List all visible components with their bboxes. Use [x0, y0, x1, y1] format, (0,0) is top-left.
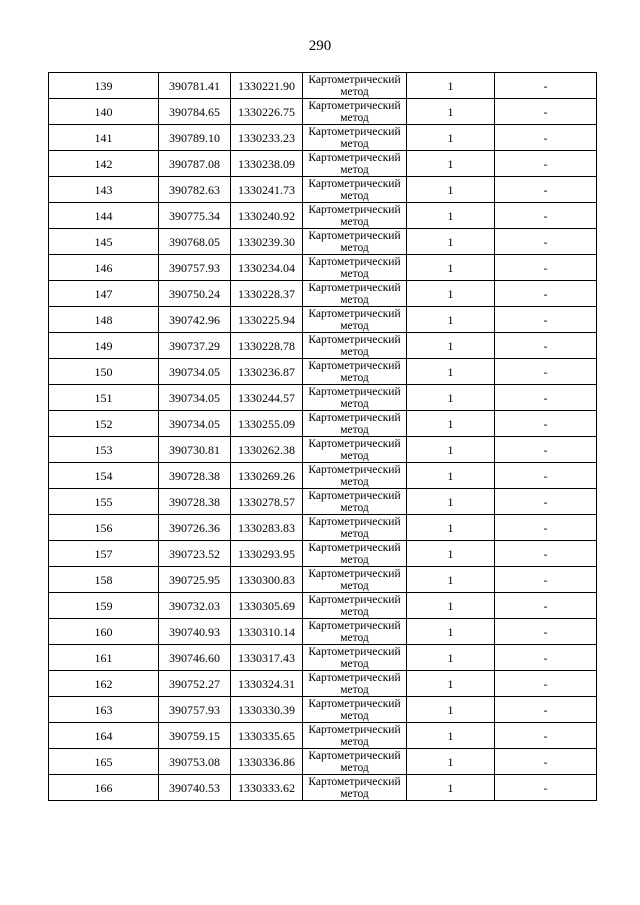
x-coordinate-cell: 390740.53: [159, 775, 231, 801]
note-cell: -: [495, 749, 597, 775]
point-number-cell: 148: [49, 307, 159, 333]
x-coordinate-cell: 390723.52: [159, 541, 231, 567]
x-coordinate-cell: 390728.38: [159, 489, 231, 515]
x-coordinate-cell: 390746.60: [159, 645, 231, 671]
y-coordinate-cell: 1330278.57: [231, 489, 303, 515]
x-coordinate-cell: 390757.93: [159, 255, 231, 281]
point-number-cell: 158: [49, 567, 159, 593]
table-row: [49, 229, 597, 255]
method-line2: метод: [340, 163, 369, 176]
method-line1: Картометрический: [308, 437, 401, 450]
y-coordinate-cell: 1330226.75: [231, 99, 303, 125]
note-cell: -: [495, 73, 597, 99]
accuracy-cell: 1: [407, 697, 495, 723]
point-number-cell: 145: [49, 229, 159, 255]
note-cell: -: [495, 515, 597, 541]
table-row: [49, 515, 597, 541]
x-coordinate-cell: 390742.96: [159, 307, 231, 333]
point-number-cell: 141: [49, 125, 159, 151]
table-row: [49, 619, 597, 645]
point-number-cell: 149: [49, 333, 159, 359]
table-row: [49, 151, 597, 177]
table-row: [49, 437, 597, 463]
y-coordinate-cell: 1330233.23: [231, 125, 303, 151]
x-coordinate-cell: 390726.36: [159, 515, 231, 541]
y-coordinate-cell: 1330333.62: [231, 775, 303, 801]
table-row: [49, 463, 597, 489]
method-cell: [303, 671, 407, 697]
method-line2: метод: [340, 397, 369, 410]
method-cell: [303, 645, 407, 671]
accuracy-cell: 1: [407, 489, 495, 515]
method-line2: метод: [340, 709, 369, 722]
y-coordinate-cell: 1330293.95: [231, 541, 303, 567]
note-cell: -: [495, 125, 597, 151]
x-coordinate-cell: 390728.38: [159, 463, 231, 489]
x-coordinate-cell: 390782.63: [159, 177, 231, 203]
coordinates-table: [48, 72, 597, 801]
x-coordinate-cell: 390730.81: [159, 437, 231, 463]
point-number-cell: 142: [49, 151, 159, 177]
accuracy-cell: 1: [407, 385, 495, 411]
table-row: [49, 177, 597, 203]
method-cell: [303, 281, 407, 307]
note-cell: -: [495, 333, 597, 359]
method-cell: [303, 437, 407, 463]
table-row: [49, 359, 597, 385]
method-cell: [303, 697, 407, 723]
method-line1: Картометрический: [308, 775, 401, 788]
y-coordinate-cell: 1330225.94: [231, 307, 303, 333]
method-line1: Картометрический: [308, 255, 401, 268]
x-coordinate-cell: 390750.24: [159, 281, 231, 307]
method-line1: Картометрический: [308, 359, 401, 372]
point-number-cell: 152: [49, 411, 159, 437]
method-line2: метод: [340, 137, 369, 150]
x-coordinate-cell: 390759.15: [159, 723, 231, 749]
table-row: [49, 775, 597, 801]
method-cell: [303, 489, 407, 515]
note-cell: -: [495, 697, 597, 723]
point-number-cell: 140: [49, 99, 159, 125]
accuracy-cell: 1: [407, 619, 495, 645]
method-cell: [303, 203, 407, 229]
y-coordinate-cell: 1330262.38: [231, 437, 303, 463]
method-line1: Картометрический: [308, 177, 401, 190]
point-number-cell: 160: [49, 619, 159, 645]
y-coordinate-cell: 1330305.69: [231, 593, 303, 619]
x-coordinate-cell: 390725.95: [159, 567, 231, 593]
method-cell: [303, 99, 407, 125]
table-row: [49, 125, 597, 151]
method-line1: Картометрический: [308, 645, 401, 658]
method-line1: Картометрический: [308, 125, 401, 138]
method-cell: [303, 541, 407, 567]
method-line2: метод: [340, 345, 369, 358]
y-coordinate-cell: 1330240.92: [231, 203, 303, 229]
accuracy-cell: 1: [407, 203, 495, 229]
page-number: 290: [308, 38, 332, 54]
method-line2: метод: [340, 215, 369, 228]
method-line1: Картометрический: [308, 541, 401, 554]
y-coordinate-cell: 1330239.30: [231, 229, 303, 255]
y-coordinate-cell: 1330269.26: [231, 463, 303, 489]
y-coordinate-cell: 1330283.83: [231, 515, 303, 541]
note-cell: -: [495, 307, 597, 333]
method-cell: [303, 567, 407, 593]
note-cell: -: [495, 437, 597, 463]
x-coordinate-cell: 390732.03: [159, 593, 231, 619]
method-cell: [303, 307, 407, 333]
note-cell: -: [495, 177, 597, 203]
method-cell: [303, 359, 407, 385]
method-line1: Картометрический: [308, 619, 401, 632]
accuracy-cell: 1: [407, 723, 495, 749]
table-row: [49, 333, 597, 359]
table-row: [49, 307, 597, 333]
y-coordinate-cell: 1330317.43: [231, 645, 303, 671]
table-row: [49, 255, 597, 281]
method-cell: [303, 333, 407, 359]
accuracy-cell: 1: [407, 411, 495, 437]
note-cell: -: [495, 151, 597, 177]
accuracy-cell: 1: [407, 671, 495, 697]
method-cell: [303, 255, 407, 281]
method-line2: метод: [340, 631, 369, 644]
accuracy-cell: 1: [407, 255, 495, 281]
table-row: [49, 723, 597, 749]
point-number-cell: 144: [49, 203, 159, 229]
accuracy-cell: 1: [407, 515, 495, 541]
y-coordinate-cell: 1330241.73: [231, 177, 303, 203]
table-row: [49, 671, 597, 697]
table-row: [49, 645, 597, 671]
note-cell: -: [495, 411, 597, 437]
x-coordinate-cell: 390753.08: [159, 749, 231, 775]
y-coordinate-cell: 1330335.65: [231, 723, 303, 749]
point-number-cell: 156: [49, 515, 159, 541]
y-coordinate-cell: 1330324.31: [231, 671, 303, 697]
note-cell: -: [495, 99, 597, 125]
method-line1: Картометрический: [308, 385, 401, 398]
y-coordinate-cell: 1330310.14: [231, 619, 303, 645]
table-row: [49, 593, 597, 619]
y-coordinate-cell: 1330300.83: [231, 567, 303, 593]
accuracy-cell: 1: [407, 463, 495, 489]
accuracy-cell: 1: [407, 645, 495, 671]
method-line2: метод: [340, 267, 369, 280]
method-line2: метод: [340, 501, 369, 514]
method-cell: [303, 125, 407, 151]
x-coordinate-cell: 390789.10: [159, 125, 231, 151]
method-line1: Картометрический: [308, 723, 401, 736]
point-number-cell: 147: [49, 281, 159, 307]
method-cell: [303, 151, 407, 177]
x-coordinate-cell: 390737.29: [159, 333, 231, 359]
point-number-cell: 150: [49, 359, 159, 385]
method-cell: [303, 73, 407, 99]
point-number-cell: 159: [49, 593, 159, 619]
point-number-cell: 162: [49, 671, 159, 697]
method-line2: метод: [340, 553, 369, 566]
table-row: [49, 567, 597, 593]
table-row: [49, 411, 597, 437]
y-coordinate-cell: 1330221.90: [231, 73, 303, 99]
method-cell: [303, 515, 407, 541]
x-coordinate-cell: 390787.08: [159, 151, 231, 177]
x-coordinate-cell: 390734.05: [159, 385, 231, 411]
accuracy-cell: 1: [407, 125, 495, 151]
note-cell: -: [495, 385, 597, 411]
point-number-cell: 151: [49, 385, 159, 411]
x-coordinate-cell: 390734.05: [159, 359, 231, 385]
x-coordinate-cell: 390781.41: [159, 73, 231, 99]
method-line1: Картометрический: [308, 463, 401, 476]
method-line2: метод: [340, 683, 369, 696]
table-row: [49, 385, 597, 411]
x-coordinate-cell: 390775.34: [159, 203, 231, 229]
accuracy-cell: 1: [407, 541, 495, 567]
method-line1: Картометрический: [308, 307, 401, 320]
method-cell: [303, 723, 407, 749]
x-coordinate-cell: 390757.93: [159, 697, 231, 723]
method-line1: Картометрический: [308, 489, 401, 502]
point-number-cell: 146: [49, 255, 159, 281]
y-coordinate-cell: 1330228.78: [231, 333, 303, 359]
method-line1: Картометрический: [308, 203, 401, 216]
method-line2: метод: [340, 735, 369, 748]
note-cell: -: [495, 593, 597, 619]
y-coordinate-cell: 1330244.57: [231, 385, 303, 411]
point-number-cell: 165: [49, 749, 159, 775]
accuracy-cell: 1: [407, 99, 495, 125]
note-cell: -: [495, 723, 597, 749]
method-line2: метод: [340, 787, 369, 800]
table-row: [49, 749, 597, 775]
x-coordinate-cell: 390784.65: [159, 99, 231, 125]
table-row: [49, 489, 597, 515]
method-line2: метод: [340, 111, 369, 124]
table-row: [49, 281, 597, 307]
x-coordinate-cell: 390740.93: [159, 619, 231, 645]
method-cell: [303, 385, 407, 411]
note-cell: -: [495, 281, 597, 307]
accuracy-cell: 1: [407, 333, 495, 359]
method-line1: Картометрический: [308, 749, 401, 762]
accuracy-cell: 1: [407, 73, 495, 99]
accuracy-cell: 1: [407, 177, 495, 203]
point-number-cell: 163: [49, 697, 159, 723]
table-row: [49, 697, 597, 723]
table-row: [49, 73, 597, 99]
y-coordinate-cell: 1330228.37: [231, 281, 303, 307]
method-line2: метод: [340, 241, 369, 254]
accuracy-cell: 1: [407, 775, 495, 801]
method-line2: метод: [340, 371, 369, 384]
method-line1: Картометрический: [308, 593, 401, 606]
table-body: [49, 73, 597, 801]
note-cell: -: [495, 203, 597, 229]
method-line1: Картометрический: [308, 515, 401, 528]
note-cell: -: [495, 567, 597, 593]
note-cell: -: [495, 255, 597, 281]
method-cell: [303, 749, 407, 775]
accuracy-cell: 1: [407, 593, 495, 619]
method-cell: [303, 177, 407, 203]
method-line2: метод: [340, 475, 369, 488]
method-line1: Картометрический: [308, 567, 401, 580]
y-coordinate-cell: 1330238.09: [231, 151, 303, 177]
method-line2: метод: [340, 657, 369, 670]
method-cell: [303, 619, 407, 645]
method-line1: Картометрический: [308, 697, 401, 710]
note-cell: -: [495, 645, 597, 671]
method-cell: [303, 229, 407, 255]
method-line1: Картометрический: [308, 411, 401, 424]
y-coordinate-cell: 1330255.09: [231, 411, 303, 437]
method-line2: метод: [340, 189, 369, 202]
accuracy-cell: 1: [407, 437, 495, 463]
method-line2: метод: [340, 319, 369, 332]
point-number-cell: 155: [49, 489, 159, 515]
x-coordinate-cell: 390752.27: [159, 671, 231, 697]
x-coordinate-cell: 390734.05: [159, 411, 231, 437]
point-number-cell: 153: [49, 437, 159, 463]
table-row: [49, 541, 597, 567]
method-line1: Картометрический: [308, 151, 401, 164]
table-row: [49, 99, 597, 125]
accuracy-cell: 1: [407, 749, 495, 775]
method-line1: Картометрический: [308, 281, 401, 294]
note-cell: -: [495, 359, 597, 385]
method-line1: Картометрический: [308, 229, 401, 242]
method-line2: метод: [340, 293, 369, 306]
method-cell: [303, 593, 407, 619]
method-line2: метод: [340, 85, 369, 98]
method-cell: [303, 463, 407, 489]
point-number-cell: 161: [49, 645, 159, 671]
note-cell: -: [495, 619, 597, 645]
point-number-cell: 139: [49, 73, 159, 99]
point-number-cell: 154: [49, 463, 159, 489]
accuracy-cell: 1: [407, 307, 495, 333]
y-coordinate-cell: 1330336.86: [231, 749, 303, 775]
point-number-cell: 164: [49, 723, 159, 749]
y-coordinate-cell: 1330234.04: [231, 255, 303, 281]
y-coordinate-cell: 1330236.87: [231, 359, 303, 385]
note-cell: -: [495, 229, 597, 255]
method-cell: [303, 775, 407, 801]
method-line2: метод: [340, 423, 369, 436]
method-line2: метод: [340, 527, 369, 540]
note-cell: -: [495, 489, 597, 515]
note-cell: -: [495, 775, 597, 801]
point-number-cell: 166: [49, 775, 159, 801]
accuracy-cell: 1: [407, 151, 495, 177]
method-line1: Картометрический: [308, 671, 401, 684]
method-line2: метод: [340, 605, 369, 618]
method-line1: Картометрический: [308, 73, 401, 86]
method-line2: метод: [340, 579, 369, 592]
point-number-cell: 157: [49, 541, 159, 567]
method-line1: Картометрический: [308, 99, 401, 112]
table-row: [49, 203, 597, 229]
accuracy-cell: 1: [407, 567, 495, 593]
method-line1: Картометрический: [308, 333, 401, 346]
point-number-cell: 143: [49, 177, 159, 203]
y-coordinate-cell: 1330330.39: [231, 697, 303, 723]
method-line2: метод: [340, 761, 369, 774]
note-cell: -: [495, 541, 597, 567]
method-cell: [303, 411, 407, 437]
note-cell: -: [495, 463, 597, 489]
note-cell: -: [495, 671, 597, 697]
accuracy-cell: 1: [407, 281, 495, 307]
accuracy-cell: 1: [407, 229, 495, 255]
x-coordinate-cell: 390768.05: [159, 229, 231, 255]
accuracy-cell: 1: [407, 359, 495, 385]
method-line2: метод: [340, 449, 369, 462]
